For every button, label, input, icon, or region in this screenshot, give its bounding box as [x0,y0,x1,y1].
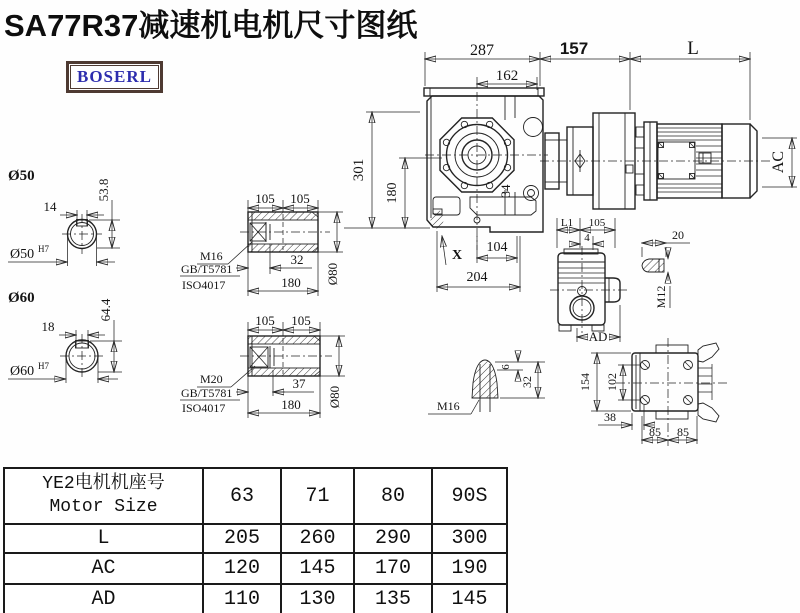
table-value-AC-71: 145 [282,554,355,585]
shaft60-bore: Ø60 [10,364,35,379]
table-value-AC-80: 170 [355,554,433,585]
sleeveA-std2: ISO4017 [182,278,226,292]
adapter-assembly [540,113,772,209]
table-header-en: Motor Size [49,497,158,517]
dim-301: 301 [351,158,367,182]
dim-204: 204 [466,270,488,285]
dim-L1: L1 [560,217,574,229]
ac-dimension [762,138,797,187]
dim-180: 180 [385,182,400,204]
table-value-AC-90s: 190 [433,554,508,585]
table-value-AD-63: 110 [204,585,282,613]
dim-38: 38 [604,410,616,424]
dim-157: 157 [559,39,589,58]
pin-thread: M12 [654,285,668,309]
shaft50-tolerance: H7 [38,244,49,254]
sleeveB-std1: GB/T5781 [181,386,233,400]
shaft60-tolerance: H7 [38,361,49,371]
table-row-label-AD: AD [5,585,204,613]
table-header-cn: YE2电机机座号 [42,473,165,494]
shaft60-label: Ø60 [8,290,35,306]
dim-34: 34 [498,184,513,198]
dim-20: 20 [672,228,684,242]
dim-6: 6 [500,364,512,370]
dim-102: 102 [605,373,619,391]
table-row-label-L: L [5,525,204,554]
shaft50-bore: Ø50 [10,247,35,262]
sleeveB-thread: M20 [200,372,223,386]
sleeveA-32: 32 [290,252,304,267]
sleeveB-105b: 105 [291,313,311,328]
table-value-AC-63: 120 [204,554,282,585]
boserl-logo-text: BOSERL [70,65,159,89]
dim-4: 4 [584,232,590,244]
cone-thread: M16 [437,399,460,413]
sleeveA-std1: GB/T5781 [181,262,233,276]
dim-105-side: 105 [588,217,606,229]
sleeveB-std2: ISO4017 [182,401,226,415]
sleeveB-37: 37 [292,376,306,391]
table-value-AD-71: 130 [282,585,355,613]
sleeveA-180: 180 [281,275,301,290]
table-col-63: 63 [204,469,282,525]
dim-L: L [687,38,699,59]
table-row-label-AC: AC [5,554,204,585]
dim-X: X [452,248,463,263]
sleeveA-105b: 105 [290,191,310,206]
shaft50-label: Ø50 [8,168,35,184]
sleeveB-dia: Ø80 [327,385,342,409]
table-value-L-71: 260 [282,525,355,554]
cone-detail [428,353,545,414]
shaft50-key-width: 14 [43,199,57,214]
top-dimensions [425,38,750,120]
table-header-motor-size [5,469,204,525]
motor-size-table [3,467,508,613]
gearbox-front-view [424,88,548,250]
shaft60-key-width: 18 [41,319,55,334]
table-value-L-90s: 300 [433,525,508,554]
sleeveB-105a: 105 [255,313,275,328]
table-value-AD-80: 135 [355,585,433,613]
shaft-detail-50 [8,168,120,266]
sleeve-section-m16 [180,191,343,296]
table-value-AD-90s: 145 [433,585,508,613]
shaft-detail-60 [8,290,122,383]
dim-162: 162 [495,68,519,84]
shaft60-height: 64.4 [98,298,113,322]
motor-rear-view [578,338,728,446]
dim-AC: AC [770,150,787,174]
gearbox-side-view [550,217,628,344]
sleeveA-thread: M16 [200,249,223,263]
dim-32-cone: 32 [520,376,534,388]
table-col-90s: 90S [433,469,508,525]
dim-85a: 85 [649,425,661,439]
dim-85b: 85 [677,425,689,439]
sleeveA-105a: 105 [255,191,275,206]
dim-287: 287 [470,42,494,59]
table-value-L-63: 205 [204,525,282,554]
dim-154: 154 [578,373,592,391]
table-value-L-80: 290 [355,525,433,554]
dim-104: 104 [486,240,508,255]
sleeve-section-m20 [180,313,345,418]
pin-detail [642,228,690,308]
table-col-80: 80 [355,469,433,525]
sleeveB-180: 180 [281,397,301,412]
dim-AD: AD [588,329,608,344]
page-title: SA77R37减速机电机尺寸图纸 [4,8,418,43]
bottom-dimensions [437,231,520,292]
table-col-71: 71 [282,469,355,525]
sleeveA-dia: Ø80 [325,262,340,286]
shaft50-height: 53.8 [96,178,111,202]
